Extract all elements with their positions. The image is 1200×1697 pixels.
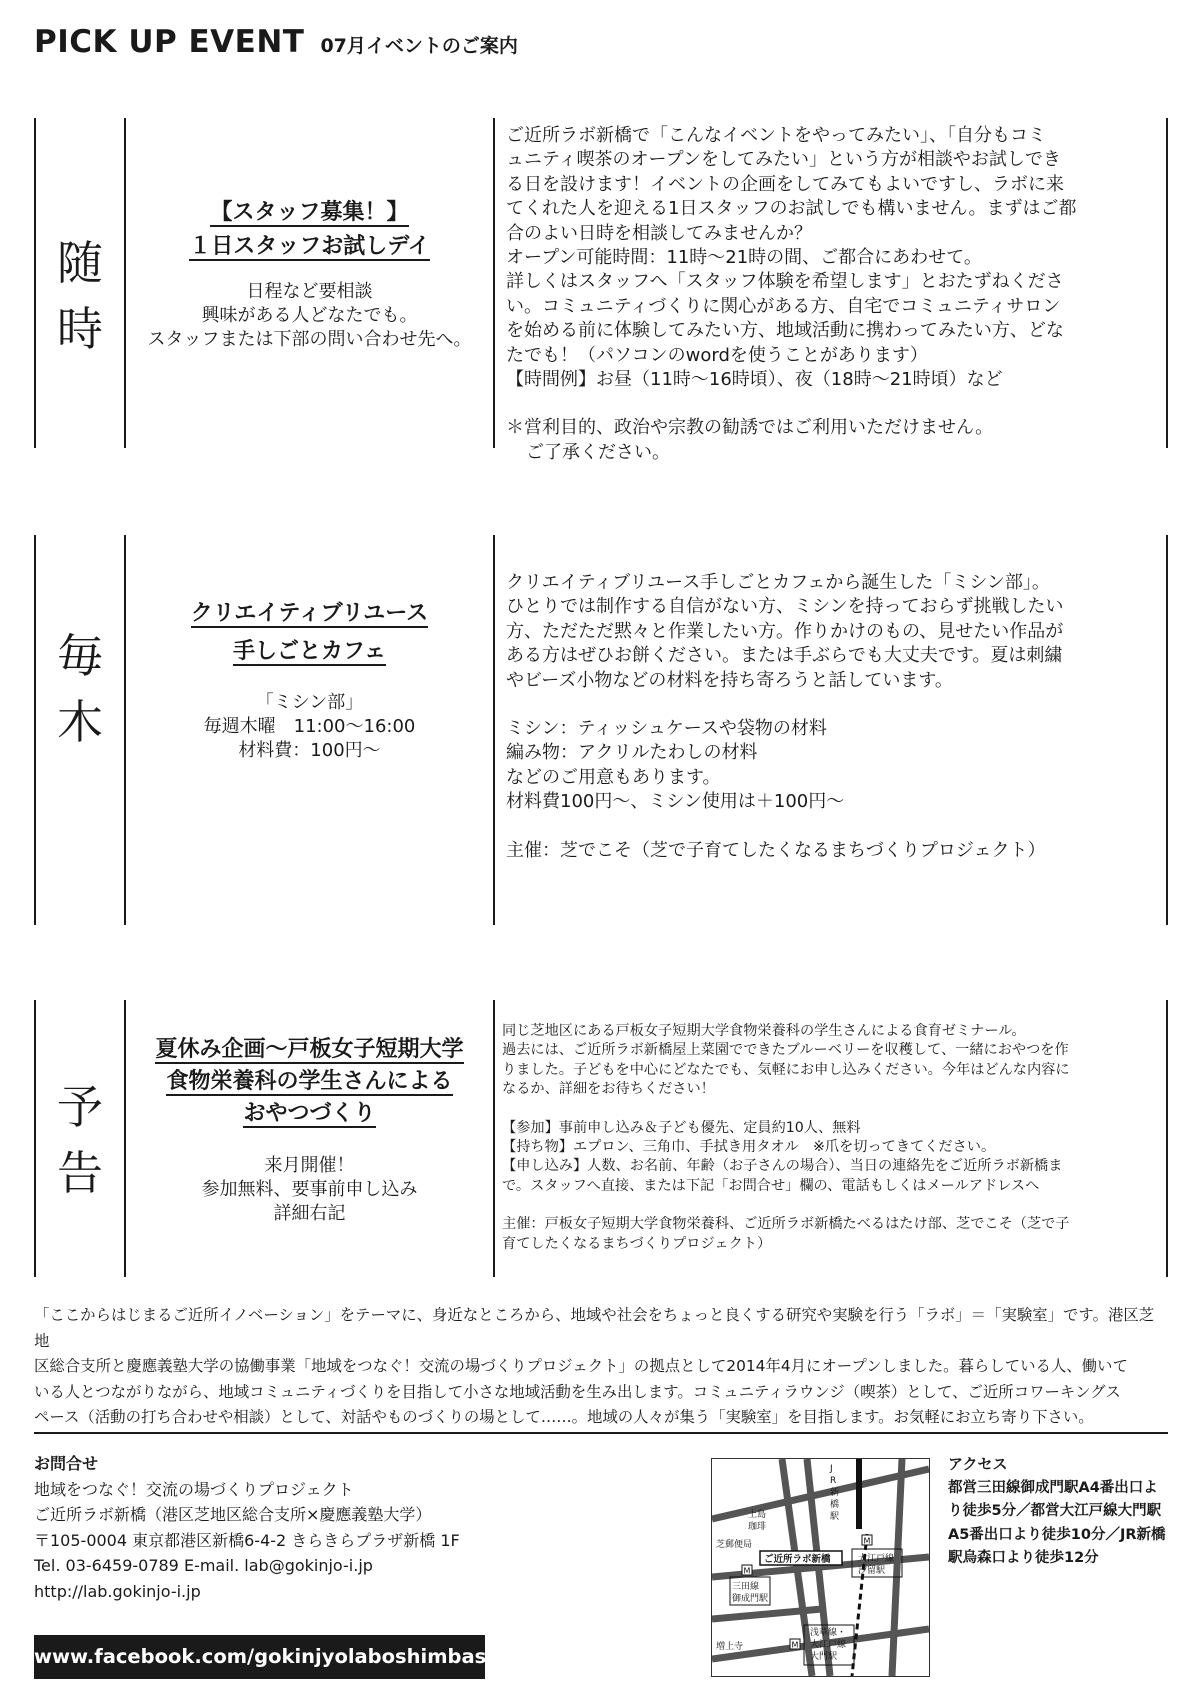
page-header (34, 24, 518, 64)
map-label-ueshima: 上島 (748, 1510, 767, 1520)
event-summary (126, 595, 493, 763)
svg-text:M: M (863, 1536, 871, 1546)
event-summary (126, 196, 493, 352)
svg-text:汐留駅: 汐留駅 (858, 1566, 886, 1576)
svg-text:新: 新 (830, 1488, 840, 1498)
svg-text:大江戸線: 大江戸線 (810, 1640, 847, 1650)
event-details: 「ミシン部」 毎週木曜 11:00～16:00 材料費：100円～ (203, 692, 416, 761)
svg-text:大門駅: 大門駅 (810, 1652, 838, 1662)
contact-title: お問合せ (34, 1454, 99, 1473)
contact-name: ご近所ラボ新橋（港区芝地区総合支所×慶應義塾大学） (34, 1505, 432, 1524)
event-kanji: 毎 木 (57, 629, 103, 749)
contact-org: 地域をつなぐ！交流の場づくりプロジェクト (34, 1479, 354, 1499)
svg-text:橋: 橋 (830, 1500, 840, 1510)
access-info: アクセス 都営三田線御成門駅A4番出口よ り徒歩5分／都営大江戸線大門駅 A5番出口より徒歩10分／JR新橋 駅烏森口より徒歩12分 (948, 1453, 1170, 1571)
svg-text:珈琲: 珈琲 (748, 1522, 767, 1532)
svg-text:M: M (743, 1566, 751, 1576)
map-label-daimon: 浅草線・ (810, 1628, 847, 1638)
event-description: ご近所ラボ新橋で「こんなイベントをやってみたい」、「自分もコミ ュニティ喫茶のオープンをしてみたい」という方が相談やお試しでき る日を設けます！イベントの企画をしてみてもよいですし、ラボに来 てくれた人を迎える1日スタッフのお試しでも構いません。まずはご都 合のよい日時を相談してみませんか？ オープン可能時間：11時～21時の間、ご都合にあわせて。 詳しくはスタッフへ「スタッフ体験を希望します」とおたずねくださ い。コミュニティづくりに関心がある方、自宅でコミュニティサロン を始める前に体験してみたい方、地域活動に携わってみたい方、どな たでも！（パソコンのwordを使うことがあります） 【時間例】お昼（11時～16時頃）、夜（18時～21時頃）など ＊営利目的、政治や宗教の勧誘ではご利用いただけません。 ご了承ください。 (506, 124, 1158, 465)
event-details: 日程など要相談 興味がある人どなたでも。 スタッフまたは下部の問い合わせ先へ。 (147, 281, 472, 350)
event-section-preview (34, 1000, 1168, 1277)
svg-text:R: R (830, 1476, 837, 1486)
contact-phone-email[interactable]: Tel. 03-6459-0789 E-mail. lab@gokinjo-i.jp (34, 1556, 373, 1575)
event-note: ＊営利目的、政治や宗教の勧誘ではご利用いただけません。 (506, 417, 994, 439)
svg-text:御成門駅: 御成門駅 (732, 1594, 769, 1604)
event-details: 来月開催！ 参加無料、要事前申し込み 詳細右記 (201, 1155, 418, 1224)
event-title: 夏休み企画～戸板女子短期大学 食物栄養科の学生さんによる おやつづくり (155, 1037, 464, 1126)
event-kanji: 随 時 (57, 236, 103, 356)
event-organizer: 主催：芝でこそ（芝で子育てしたくなるまちづくりプロジェクト） (506, 839, 1046, 861)
event-section-thursday (34, 535, 1168, 925)
facebook-link[interactable]: www.facebook.com/gokinjyolaboshimbashi (34, 1635, 485, 1679)
event-section-anytime (34, 118, 1168, 463)
svg-text:駅: 駅 (830, 1512, 840, 1522)
page-title: PICK UP EVENT (34, 24, 305, 60)
contact-website-link[interactable]: http://lab.gokinjo-i.jp (34, 1581, 201, 1601)
about-text: 「ここからはじまるご近所イノベーション」をテーマに、身近なところから、地域や社会をちょっと良くする研究や実験を行う「ラボ」＝「実験室」です。港区芝地 区総合支所と慶應義塾大学の協働事業「地域をつなぐ！交流の場づくりプロジェクト」の拠点として2014年4月にオープンしました。暮らしている人、働いて いる人とつながりながら、地域コミュニティづくりを目指して小さな地域活動を生み出します。コミュニティラウンジ（喫茶）として、ご近所コワーキングス ペース（活動の打ち合わせや相談）として、対話やものづくりの場として……。地域の人々が集う「実験室」を目指します。お気軽にお立ち寄り下さい。 (34, 1306, 1155, 1427)
access-title: アクセス (948, 1455, 1008, 1473)
map-label-post-office: 芝郵便局 (716, 1540, 753, 1550)
event-description: 同じ芝地区にある戸板女子短期大学食物栄養科の学生さんによる食育ゼミナール。 過去には、ご近所ラボ新橋屋上菜園でできたブルーベリーを収穫して、一緒におやつを作 りました。子どもを中心にどなたでも、気軽にお申し込みください。今年はどんな内容に なるか、詳細をお待ちください！ 【参加】事前申し込み＆子ども優先、定員約10人、無料 【持ち物】エプロン、三角巾、手拭き用タオル ※爪を切ってきてください。 【申し込み】人数、お名前、年齢（お子さんの場合）、当日の連絡先をご近所ラボ新橋ま で。スタッフへ直接、または下記「お問合せ」欄の、電話もしくはメールアドレスへ 主催：戸板女子短期大学食物栄養科、ご近所ラボ新橋たべるはたけ部、芝でこそ（芝で子 育てしたくなるまちづくりプロジェクト） (502, 1022, 1164, 1254)
event-summary (126, 1034, 493, 1226)
map-label-lab: ご近所ラボ新橋 (764, 1554, 831, 1565)
event-description: クリエイティブリユース手しごとカフェから誕生した「ミシン部」。 ひとりでは制作する自信がない方、ミシンを持っておらず挑戦したい 方、ただただ黙々と作業したい方。作りかけのもの、見せたい作品が ある方はぜひお餅ください。または手ぶらでも大丈夫です。夏は刺繍 やビーズ小物などの材料を持ち寄ろうと話しています。 ミシン：ティッシュケースや袋物の材料 編み物：アクリルたわしの材料 などのご用意もあります。 材料費100円～、ミシン使用は＋100円～ 主催：芝でこそ（芝で子育てしたくなるまちづくりプロジェクト） (506, 571, 1158, 863)
page-subtitle: 07月イベントのご案内 (320, 35, 518, 57)
map-label-onarimon: 三田線 (732, 1582, 760, 1592)
event-title: 【スタッフ募集！】 １日スタッフお試しデイ (189, 200, 430, 259)
event-organizer: 主催：戸板女子短期大学食物栄養科、ご近所ラボ新橋たべるはたけ部、芝でこそ（芝で子 (502, 1216, 1070, 1233)
map-label-zojoji: 増上寺 (716, 1642, 744, 1652)
svg-text:M: M (791, 1640, 799, 1650)
contact-block (34, 1451, 460, 1604)
divider (34, 1432, 1168, 1434)
map-label-shiodome: 大江戸線 (858, 1554, 895, 1564)
event-title: クリエイティブリユース 手しごとカフェ (190, 601, 429, 664)
map-label-jr: J (830, 1464, 833, 1474)
event-kanji: 予 告 (57, 1080, 103, 1200)
access-map (711, 1458, 930, 1677)
contact-address: 〒105-0004 東京都港区新橋6-4-2 きらきらプラザ新橋 1F (34, 1530, 460, 1550)
